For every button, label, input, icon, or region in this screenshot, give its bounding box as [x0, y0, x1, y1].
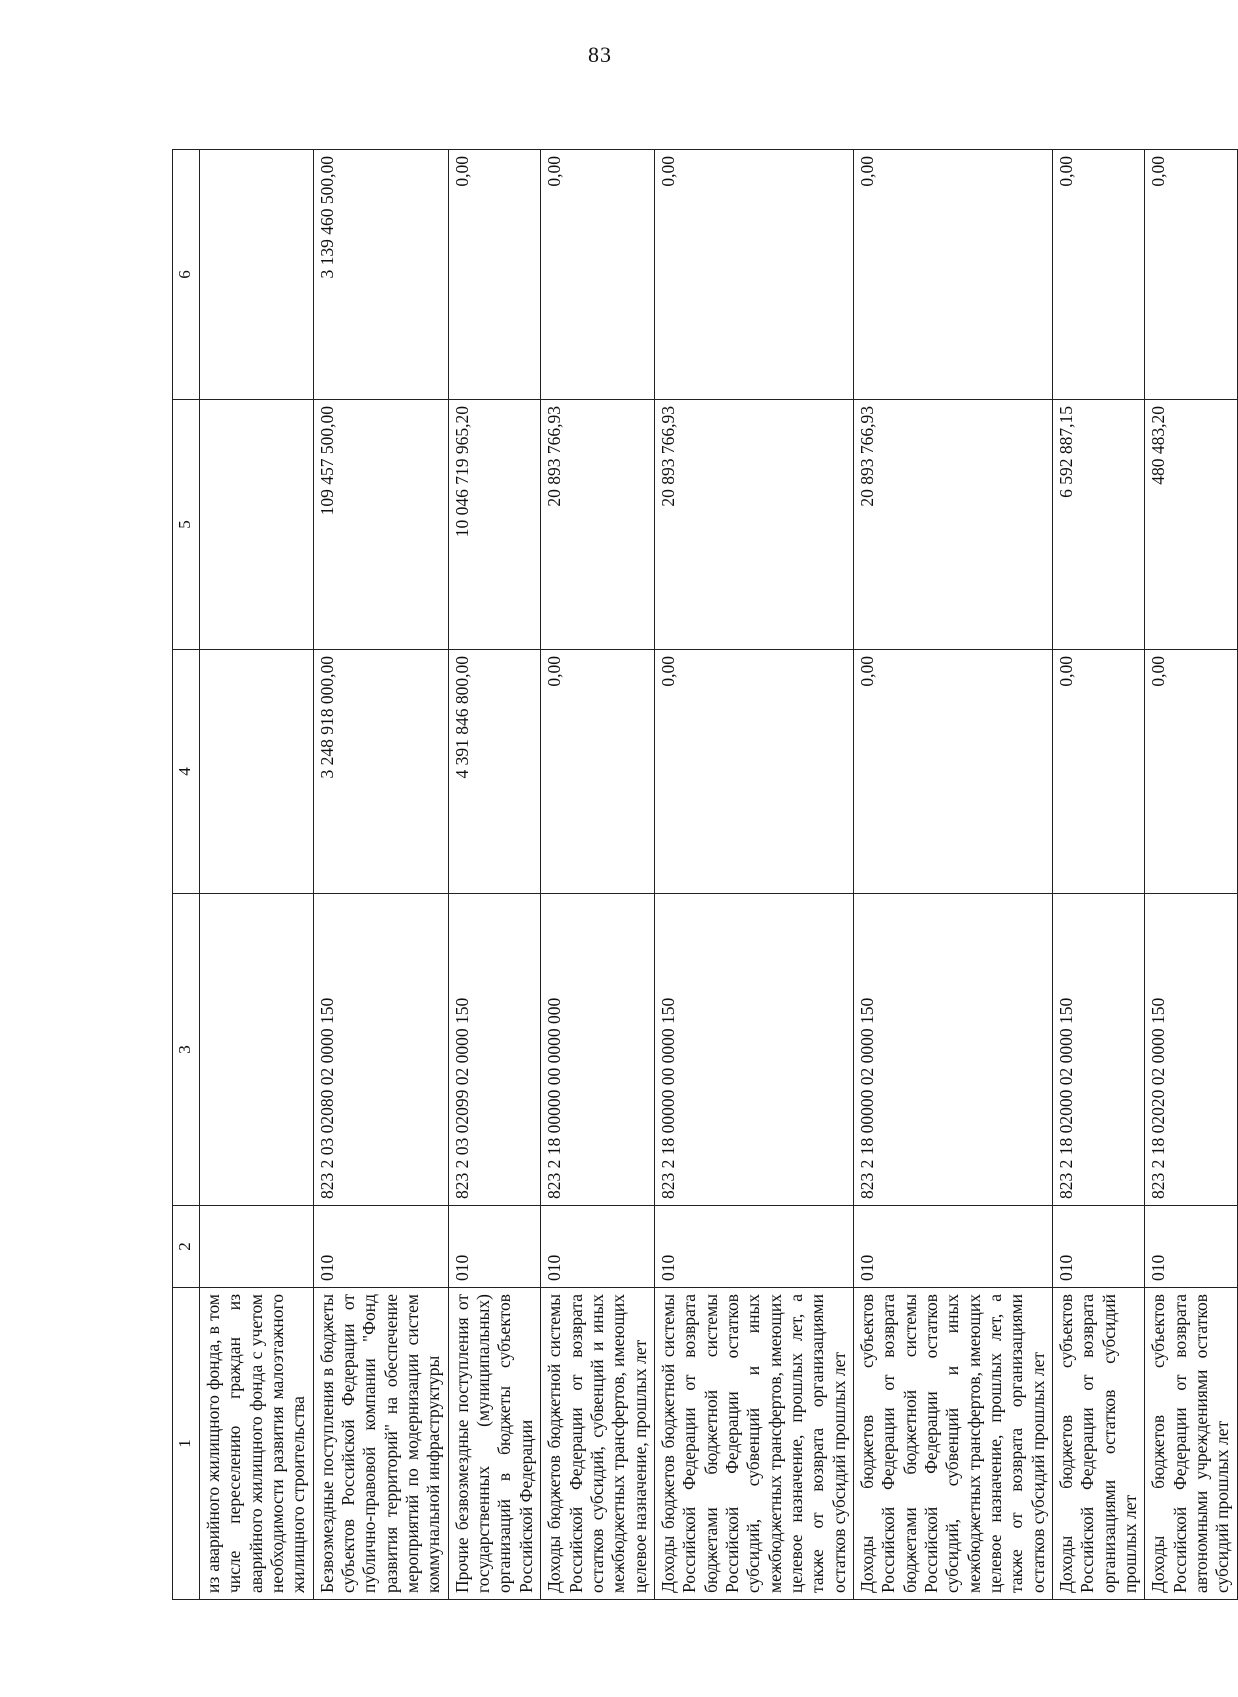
- table-row: [541, 150, 655, 1600]
- row-budget-code: 823 2 03 02080 02 0000 150: [313, 894, 448, 1206]
- row-value-col5: 6 592 887,15: [1053, 400, 1145, 650]
- row-line-code: 010: [1145, 1206, 1237, 1288]
- row-value-col4: [200, 650, 314, 894]
- row-value-col6: 0,00: [448, 150, 540, 400]
- table-row: [654, 150, 853, 1600]
- row-value-col5: 20 893 766,93: [654, 400, 853, 650]
- row-value-col6: 0,00: [654, 150, 853, 400]
- row-value-col4: 3 248 918 000,00: [313, 650, 448, 894]
- row-value-col4: 0,00: [853, 650, 1052, 894]
- row-budget-code: [200, 894, 314, 1206]
- column-header-2: 2: [173, 1206, 200, 1288]
- row-line-code: 010: [1053, 1206, 1145, 1288]
- column-header-4: 4: [173, 650, 200, 894]
- table-row: [1053, 150, 1145, 1600]
- table-row: [853, 150, 1052, 1600]
- row-value-col4: 0,00: [654, 650, 853, 894]
- row-value-col4: 0,00: [1145, 650, 1237, 894]
- row-line-code: 010: [313, 1206, 448, 1288]
- row-value-col4: 0,00: [1053, 650, 1145, 894]
- row-value-col6: 0,00: [1145, 150, 1237, 400]
- table-header-row: [173, 150, 200, 1600]
- column-header-3: 3: [173, 894, 200, 1206]
- row-budget-code: 823 2 18 00000 00 0000 150: [654, 894, 853, 1206]
- row-value-col5: [200, 400, 314, 650]
- row-value-col6: 3 139 460 500,00: [313, 150, 448, 400]
- row-budget-code: 823 2 18 00000 02 0000 150: [853, 894, 1052, 1206]
- row-budget-code: 823 2 18 02000 02 0000 150: [1053, 894, 1145, 1206]
- row-description: Доходы бюджетов бюджетной системы Российской Федерации от возврата остатков субсидий, субвенций и иных межбюджетных трансфертов, имеющих целевое назначение, прошлых лет: [541, 1288, 655, 1600]
- row-value-col5: 10 046 719 965,20: [448, 400, 540, 650]
- row-value-col4: 4 391 846 800,00: [448, 650, 540, 894]
- row-description: Доходы бюджетов субъектов Российской Федерации от возврата организациями остатков субсидий прошлых лет: [1053, 1288, 1145, 1600]
- row-description: Прочие безвозмездные поступления от государственных (муниципальных) организаций в бюджеты субъектов Российской Федерации: [448, 1288, 540, 1600]
- row-line-code: 010: [541, 1206, 655, 1288]
- row-line-code: 010: [448, 1206, 540, 1288]
- row-value-col5: 20 893 766,93: [853, 400, 1052, 650]
- row-description: Доходы бюджетов субъектов Российской Федерации от возврата автономными учреждениями остатков субсидий прошлых лет: [1145, 1288, 1237, 1600]
- row-description: из аварийного жилищного фонда, в том числе переселению граждан из аварийного жилищного фонда с учетом необходимости развития малоэтажного жилищного строительства: [200, 1288, 314, 1600]
- table-row: [1145, 150, 1237, 1600]
- table-row: [200, 150, 314, 1600]
- row-description: Доходы бюджетов бюджетной системы Российской Федерации от возврата бюджетами бюджетной системы Российской Федерации остатков субсидий, субвенций и иных межбюджетных трансфертов, имеющих целевое назначение, прошлых лет, а также от возврата организациями остатков субсидий прошлых лет: [654, 1288, 853, 1600]
- row-value-col4: 0,00: [541, 650, 655, 894]
- row-budget-code: 823 2 18 00000 00 0000 000: [541, 894, 655, 1206]
- row-description: Доходы бюджетов субъектов Российской Федерации от возврата бюджетами бюджетной системы Российской Федерации остатков субсидий, субвенций и иных межбюджетных трансфертов, имеющих целевое назначение, прошлых лет, а также от возврата организациями остатков субсидий прошлых лет: [853, 1288, 1052, 1600]
- row-value-col6: 0,00: [541, 150, 655, 400]
- row-value-col6: 0,00: [1053, 150, 1145, 400]
- row-budget-code: 823 2 03 02099 02 0000 150: [448, 894, 540, 1206]
- column-header-5: 5: [173, 400, 200, 650]
- row-value-col6: 0,00: [853, 150, 1052, 400]
- row-value-col5: 20 893 766,93: [541, 400, 655, 650]
- table-row: [448, 150, 540, 1600]
- page-number: 83: [588, 42, 612, 67]
- row-line-code: [200, 1206, 314, 1288]
- budget-revenue-table: [172, 149, 1238, 1600]
- rotated-table-wrapper: [172, 150, 1233, 1600]
- row-value-col5: 109 457 500,00: [313, 400, 448, 650]
- table-row: [313, 150, 448, 1600]
- column-header-6: 6: [173, 150, 200, 400]
- column-header-1: 1: [173, 1288, 200, 1600]
- row-line-code: 010: [654, 1206, 853, 1288]
- row-budget-code: 823 2 18 02020 02 0000 150: [1145, 894, 1237, 1206]
- row-description: Безвозмездные поступления в бюджеты субъектов Российской Федерации от публично-правовой компании "Фонд развития территорий" на обеспечение мероприятий по модернизации систем коммунальной инфраструктуры: [313, 1288, 448, 1600]
- row-line-code: 010: [853, 1206, 1052, 1288]
- row-value-col5: 480 483,20: [1145, 400, 1237, 650]
- row-value-col6: [200, 150, 314, 400]
